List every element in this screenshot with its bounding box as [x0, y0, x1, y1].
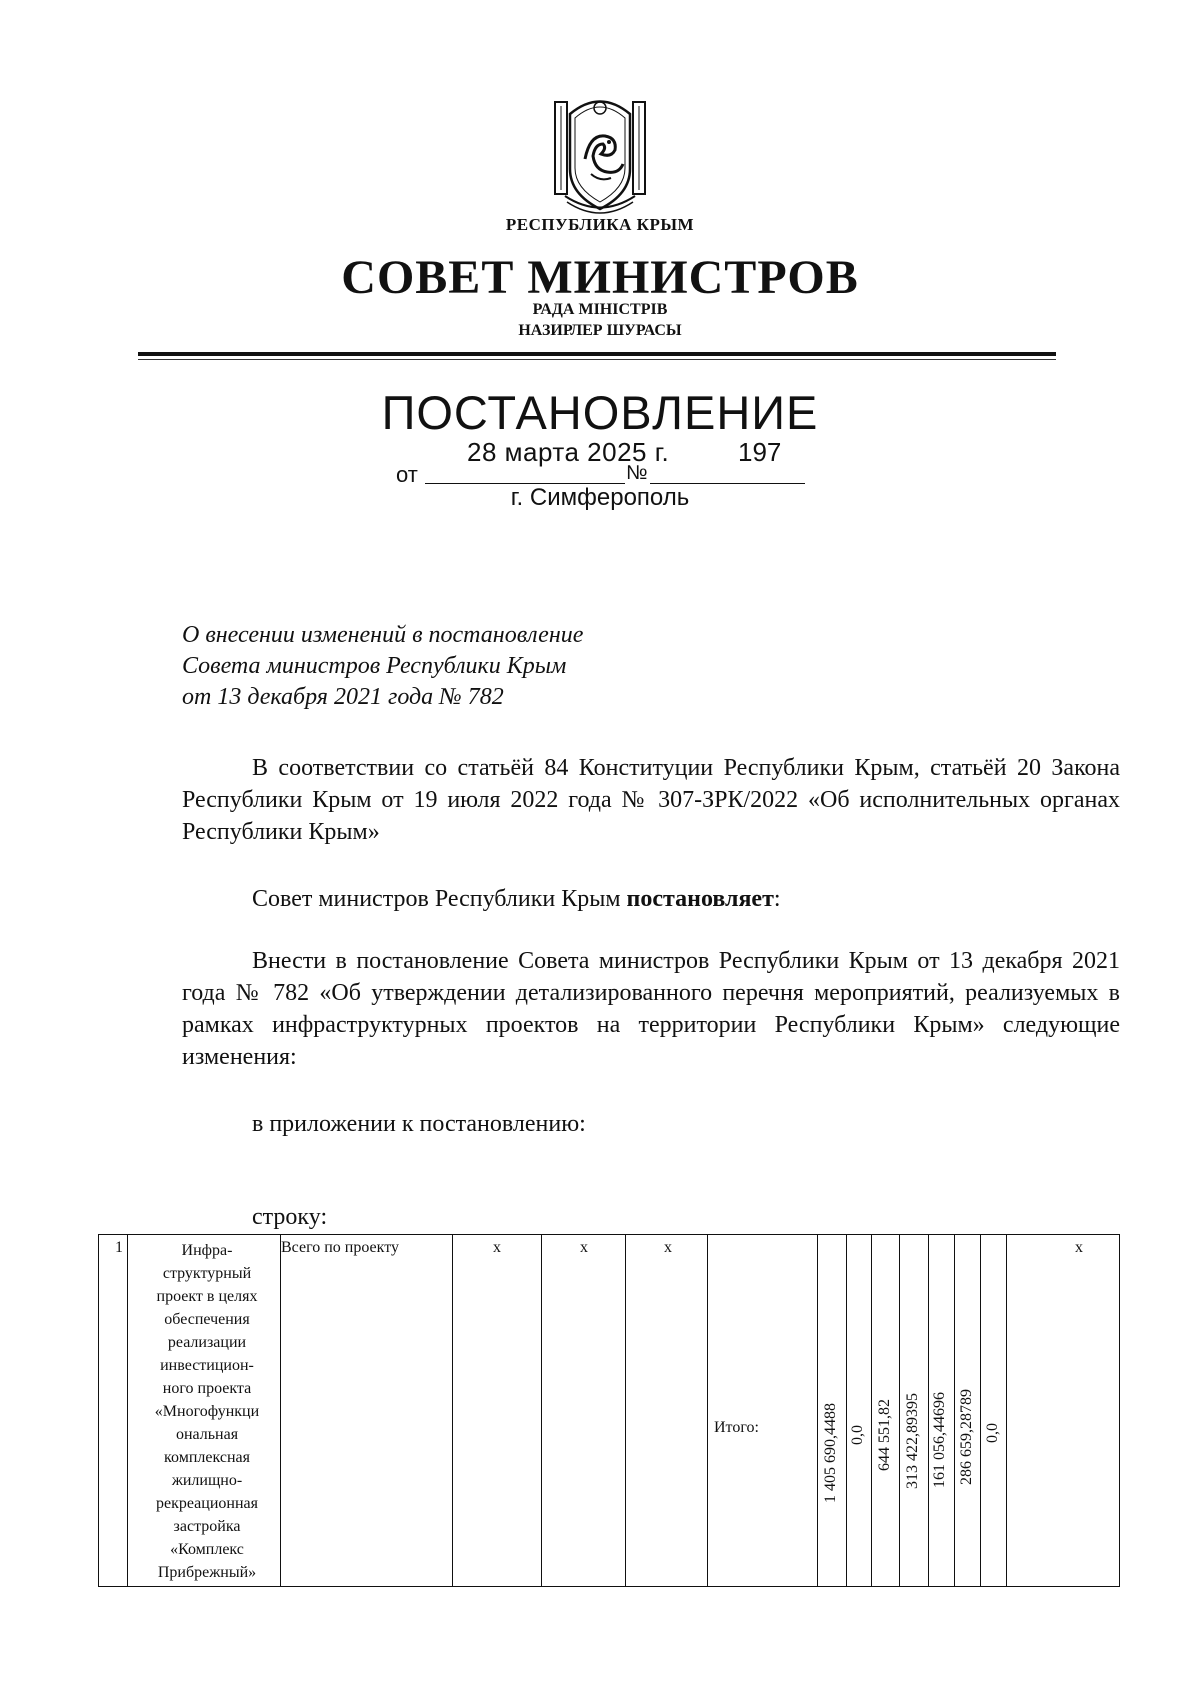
total-label: Всего по проекту: [281, 1239, 399, 1256]
decree-number: 197: [738, 437, 782, 467]
x-mark: х: [493, 1239, 501, 1256]
project-name-line: «Многофункци: [154, 1403, 260, 1420]
itogo-label: Итого:: [714, 1419, 759, 1436]
amendment-paragraph: [182, 945, 1120, 1073]
subject-line: О внесении изменений в постановление: [182, 622, 584, 648]
header-rule-thin: [138, 359, 1056, 360]
resolution-paragraph: [182, 883, 1120, 915]
project-name-line: комплексная: [164, 1449, 250, 1466]
document-type: ПОСТАНОВЛЕНИЕ: [381, 386, 819, 439]
council-title: СОВЕТ МИНИСТРОВ: [341, 251, 859, 304]
project-name-line: реализации: [167, 1334, 247, 1351]
project-name-line: инвестицион-: [160, 1357, 254, 1374]
resolution-text: Совет министров Республики Крым: [252, 886, 621, 912]
table-divider: [625, 1235, 626, 1586]
x-mark: х: [580, 1239, 588, 1256]
funding-value: 644 551,82: [876, 1399, 893, 1471]
table-divider: [817, 1235, 818, 1586]
table-divider: [928, 1235, 929, 1586]
table-divider: [1006, 1235, 1007, 1586]
republic-name: РЕСПУБЛИКА КРЫМ: [505, 215, 695, 234]
resolution-keyword: постановляет: [626, 886, 774, 912]
coat-of-arms-emblem: [545, 84, 655, 224]
funding-value: 313 422,89395: [904, 1393, 921, 1489]
council-title-ukrainian: РАДА МІНІСТРІВ: [532, 301, 668, 318]
table-divider: [980, 1235, 981, 1586]
amendment-text: Внести в постановление Совета министров Республики Крым от 13 декабря 2021 года № 782 «Об утверждении детализированного перечня мероприятий, реализуемых в рамках инфраструктурных проектов на территории Республики Крым» следующие изменения:: [182, 948, 1120, 1070]
project-name-line: Инфра-: [181, 1242, 233, 1259]
subject-line: Совета министров Республики Крым: [182, 653, 567, 679]
preamble-paragraph: [182, 752, 1120, 848]
project-name-line: ональная: [175, 1426, 239, 1443]
appendix-paragraph: [182, 1108, 1120, 1140]
project-name-line: жилищно-: [171, 1472, 243, 1489]
date-label: от: [396, 462, 418, 487]
funding-value: 286 659,28789: [958, 1389, 975, 1485]
x-mark: х: [1075, 1239, 1083, 1256]
project-name-line: рекреационная: [156, 1495, 258, 1512]
table-divider: [954, 1235, 955, 1586]
resolution-colon: :: [773, 886, 781, 912]
number-label: №: [626, 462, 648, 484]
table-divider: [871, 1235, 872, 1586]
preamble-text: В соответствии со статьёй 84 Конституции Республики Крым, статьёй 20 Закона Республики Крым от 19 июля 2022 года № 307-ЗРК/2022 «Об исполнительных органах Республики Крым»: [182, 755, 1120, 845]
table-divider: [707, 1235, 708, 1586]
subject-line: от 13 декабря 2021 года № 782: [182, 684, 504, 710]
project-name-line: застройка: [173, 1518, 241, 1535]
appendix-text: в приложении к постановлению:: [252, 1111, 586, 1137]
council-title-crimean-tatar: НАЗИРЛЕР ШУРАСЫ: [518, 322, 682, 339]
decree-date: 28 марта 2025 г.: [467, 437, 670, 467]
amendment-table: [98, 1234, 1120, 1587]
funding-value: 1 405 690,4488: [822, 1403, 839, 1503]
funding-value: 0,0: [984, 1423, 1001, 1443]
project-name: [137, 1239, 277, 1584]
funding-value: 0,0: [849, 1425, 866, 1445]
table-divider: [280, 1235, 281, 1586]
table-divider: [846, 1235, 847, 1586]
row-label: строку:: [252, 1204, 328, 1230]
row-number: 1: [115, 1239, 123, 1256]
funding-value: 161 056,44696: [931, 1392, 948, 1488]
project-name-line: Прибрежный»: [157, 1564, 257, 1581]
table-divider: [899, 1235, 900, 1586]
project-name-line: «Комплекс: [170, 1541, 244, 1558]
city: г. Симферополь: [510, 484, 690, 511]
project-name-line: структурный: [162, 1265, 252, 1282]
project-name-line: обеспечения: [164, 1311, 250, 1328]
decree-subject: [182, 620, 583, 713]
x-mark: х: [664, 1239, 672, 1256]
project-name-line: ного проекта: [162, 1380, 252, 1397]
table-divider: [452, 1235, 453, 1586]
table-divider: [541, 1235, 542, 1586]
table-divider: [127, 1235, 128, 1586]
project-name-line: проект в целях: [156, 1288, 258, 1305]
header-rule-thick: [138, 352, 1056, 356]
